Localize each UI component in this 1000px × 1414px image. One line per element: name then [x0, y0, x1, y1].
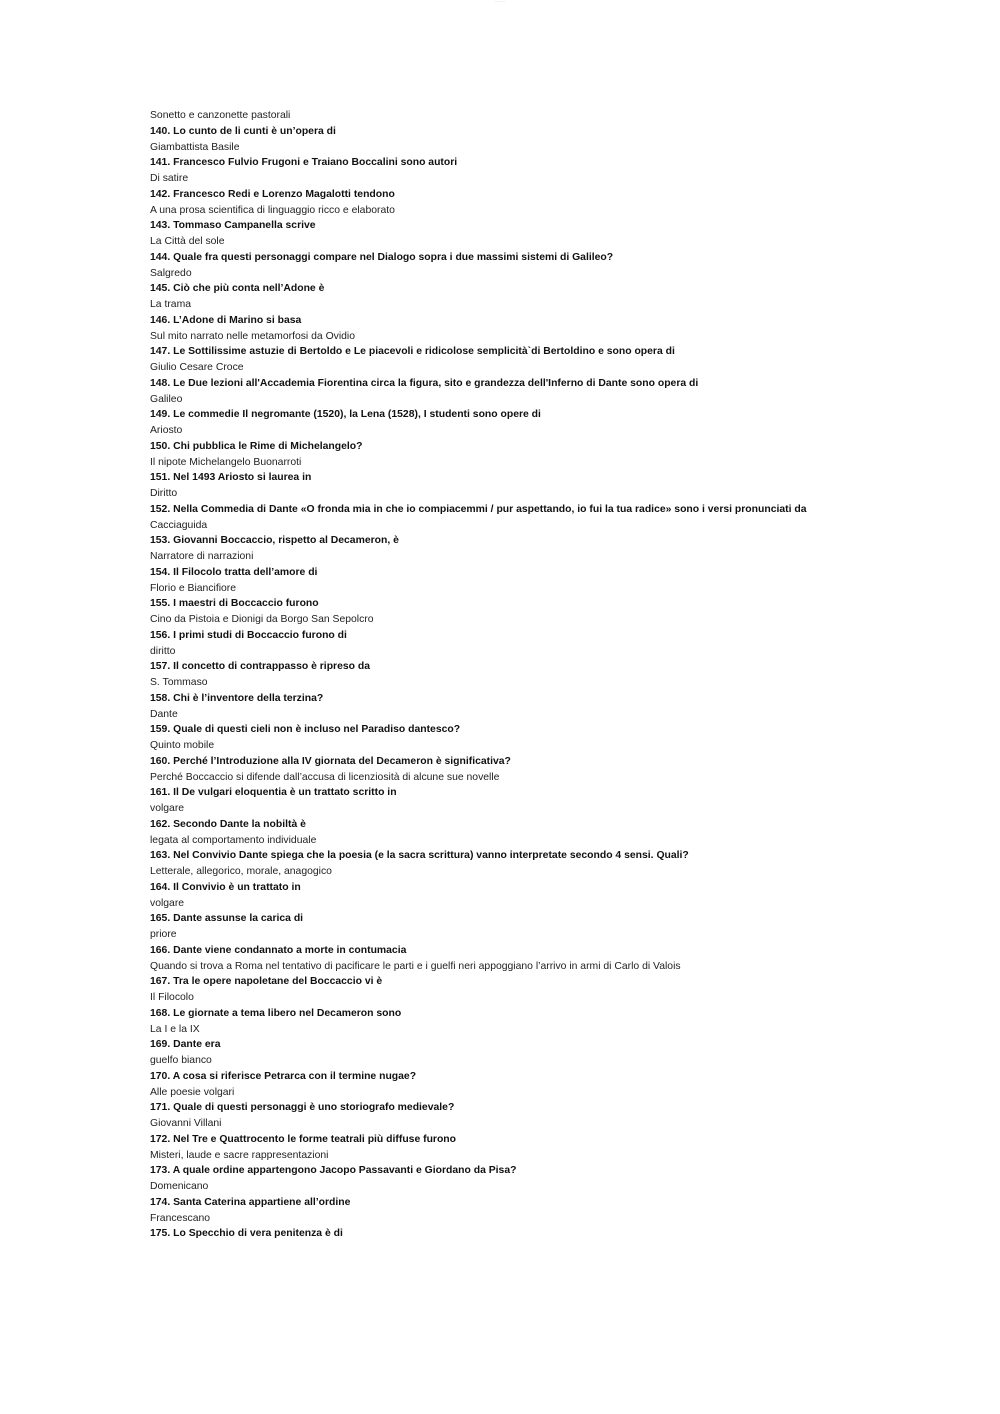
answer-text: volgare [150, 803, 185, 814]
answer-text: Dante [150, 708, 178, 720]
question-text: 161. Il De vulgari eloquentia è un trattato scritto in [150, 787, 397, 799]
question-text: 175. Lo Specchio di vera penitenza è di [150, 1228, 343, 1240]
answer-text: Di satire [150, 173, 189, 184]
question-text: 152. Nella Commedia di Dante «O fronda mia in che io compiacemmi / pur aspettando, io fui la tua radice» sono i versi pronunciati da [150, 503, 807, 515]
question-text: 142. Francesco Redi e Lorenzo Magalotti tendono [150, 188, 395, 200]
question-text: 145. Ciò che più conta nell’Adone è [150, 283, 325, 295]
question-text: 141. Francesco Fulvio Frugoni e Traiano Boccalini sono autori [150, 157, 458, 169]
question-text: 143. Tommaso Campanella scrive [150, 220, 316, 232]
answer-text: Ariosto [150, 425, 183, 436]
answer-text: Giulio Cesare Croce [150, 362, 244, 373]
answer-text: S. Tommaso [150, 677, 208, 688]
question-text: 148. Le Due lezioni all'Accademia Fiorentina circa la figura, sito e grandezza dell'Inferno di Dante sono opera di [150, 377, 699, 389]
answer-text: A una prosa scientifica di linguaggio ricco e elaborato [150, 204, 395, 216]
question-text: 170. A cosa si riferisce Petrarca con il termine nugae? [150, 1070, 417, 1082]
answer-text: guelfo bianco [150, 1055, 212, 1066]
question-text: 151. Nel 1493 Ariosto si laurea in [150, 472, 312, 484]
question-text: 159. Quale di questi cieli non è incluso nel Paradiso dantesco? [150, 724, 461, 736]
question-text: 172. Nel Tre e Quattrocento le forme teatrali più diffuse furono [150, 1133, 457, 1145]
question-text: 154. Il Filocolo tratta dell’amore di [150, 566, 318, 578]
question-text: 162. Secondo Dante la nobiltà è [150, 818, 306, 830]
question-text: 149. Le commedie Il negromante (1520), la Lena (1528), I studenti sono opere di [150, 409, 541, 421]
question-text: 144. Quale fra questi personaggi compare nel Dialogo sopra i due massimi sistemi di Galileo? [150, 251, 614, 263]
answer-text: Quando si trova a Roma nel tentativo di pacificare le parti e i guelfi neri appoggiano l’arrivo in armi di Carlo di Valois [150, 960, 681, 972]
question-text: 153. Giovanni Boccaccio, rispetto al Decameron, è [150, 535, 399, 547]
question-text: 140. Lo cunto de li cunti è un’opera di [150, 125, 336, 137]
question-text: 160. Perché l’Introduzione alla IV giornata del Decameron è significativa? [150, 755, 511, 767]
question-text: 173. A quale ordine appartengono Jacopo Passavanti e Giordano da Pisa? [150, 1165, 517, 1177]
question-text: 167. Tra le opere napoletane del Boccaccio vi è [150, 976, 383, 988]
question-list [150, 108, 990, 1242]
answer-text: Salgredo [150, 267, 192, 279]
question-text: 150. Chi pubblica le Rime di Michelangelo? [150, 440, 363, 452]
answer-text: diritto [150, 645, 176, 657]
answer-text: Giovanni Villani [150, 1118, 222, 1129]
answer-text: Florio e Biancifiore [150, 582, 237, 594]
question-text: 156. I primi studi di Boccaccio furono di [150, 629, 347, 641]
page-header-mark: — — — [494, 0, 506, 3]
answer-text: Giambattista Basile [150, 141, 240, 153]
question-text: 155. I maestri di Boccaccio furono [150, 598, 319, 610]
question-text: 158. Chi è l’inventore della terzina? [150, 692, 324, 704]
answer-text: Perché Boccaccio si difende dall’accusa di licenziosità di alcune sue novelle [150, 771, 500, 783]
answer-text: La Città del sole [150, 236, 225, 247]
answer-text: Francescano [150, 1212, 211, 1224]
answer-text: Misteri, laude e sacre rappresentazioni [150, 1149, 329, 1161]
question-text: 171. Quale di questi personaggi è uno storiografo medievale? [150, 1102, 455, 1114]
question-text: 165. Dante assunse la carica di [150, 913, 304, 925]
answer-text: Il nipote Michelangelo Buonarroti [150, 456, 302, 468]
question-text: 166. Dante viene condannato a morte in contumacia [150, 944, 407, 956]
answer-text: legata al comportamento individuale [150, 834, 317, 846]
answer-text: Letterale, allegorico, morale, anagogico [150, 866, 332, 877]
answer-text: Domenicano [150, 1181, 209, 1192]
answer-text: Diritto [150, 488, 178, 499]
answer-text: volgare [150, 897, 185, 909]
question-text: 168. Le giornate a tema libero nel Decameron sono [150, 1007, 402, 1019]
answer-text: Alle poesie volgari [150, 1086, 235, 1098]
question-text: 146. L’Adone di Marino si basa [150, 314, 302, 326]
question-text: 169. Dante era [150, 1039, 221, 1051]
answer-text: Quinto mobile [150, 740, 215, 751]
answer-text: Cacciaguida [150, 519, 208, 531]
question-text: 163. Nel Convivio Dante spiega che la poesia (e la sacra scrittura) vanno interpretate secondo 4 sensi. Quali? [150, 850, 689, 862]
answer-text: Il Filocolo [150, 992, 194, 1003]
question-text: 174. Santa Caterina appartiene all’ordine [150, 1196, 351, 1208]
answer-text: Galileo [150, 393, 183, 405]
answer-text: Narratore di narrazioni [150, 551, 254, 562]
answer-text: La trama [150, 299, 192, 310]
answer-text: Cino da Pistoia e Dionigi da Borgo San Sepolcro [150, 614, 374, 625]
answer-text: La I e la IX [150, 1023, 200, 1035]
answer-text: Sul mito narrato nelle metamorfosi da Ovidio [150, 330, 356, 342]
question-text: 164. Il Convivio è un trattato in [150, 881, 301, 893]
answer-text: priore [150, 929, 177, 940]
question-text: 157. Il concetto di contrappasso è ripreso da [150, 661, 370, 673]
answer-text: Sonetto e canzonette pastorali [150, 110, 291, 121]
question-text: 147. Le Sottilissime astuzie di Bertoldo e Le piacevoli e ridicolose semplicità`di Bertoldino e sono opera di [150, 346, 675, 358]
